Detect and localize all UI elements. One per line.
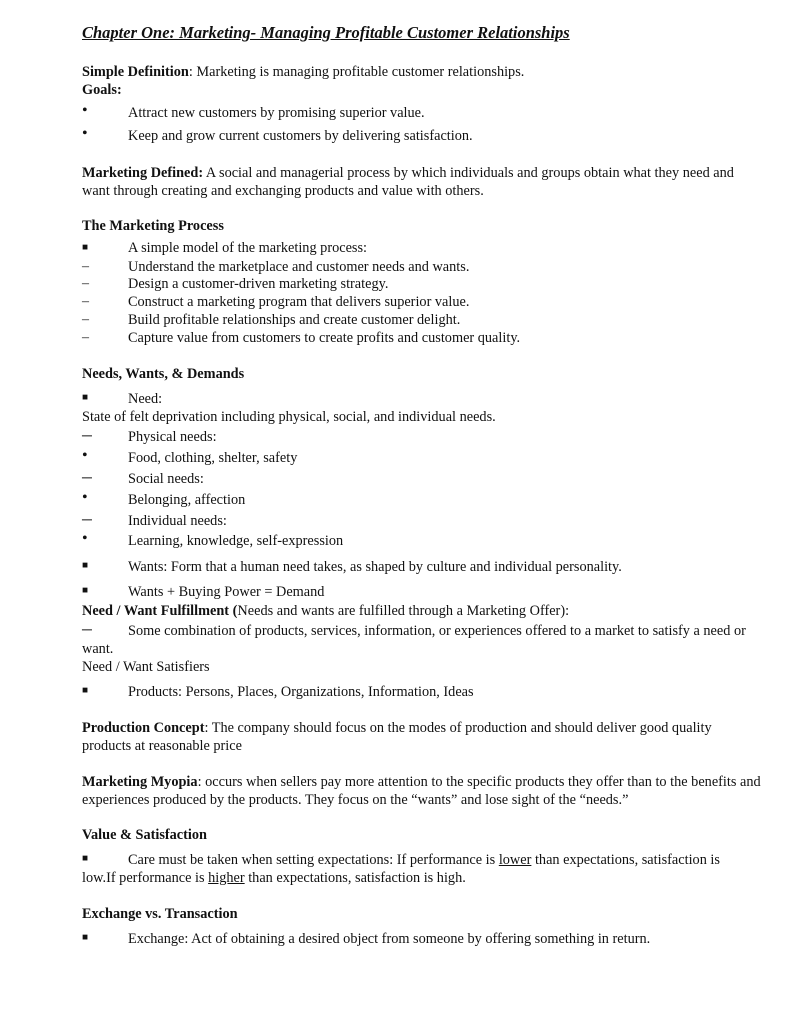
fulfillment-label: Need / Want Fulfillment ( — [82, 603, 238, 619]
physical-needs: Physical needs: — [128, 429, 217, 445]
bullet-dash-icon: – — [82, 294, 89, 309]
bullet-dash-icon: – — [82, 276, 89, 291]
section-heading-value: Value & Satisfaction — [82, 827, 207, 843]
marketing-offer: Some combination of products, services, information, or experiences offered to a market to satisfy a need or want. — [82, 623, 746, 657]
bullet-dash-icon: – — [82, 312, 89, 327]
simple-definition — [82, 63, 524, 81]
process-step: Design a customer-driven marketing strategy. — [128, 276, 389, 292]
process-intro: A simple model of the marketing process: — [128, 240, 368, 256]
marketing-defined — [82, 164, 752, 200]
bullet-dot-icon: • — [82, 447, 88, 464]
bullet-long-dash-icon: ─ — [82, 513, 92, 528]
section-heading-exchange: Exchange vs. Transaction — [82, 906, 238, 922]
physical-needs-examples: Food, clothing, shelter, safety — [128, 450, 298, 466]
bullet-square-icon: ■ — [82, 853, 89, 864]
section-heading-process: The Marketing Process — [82, 218, 224, 234]
bullet-square-icon: ■ — [82, 392, 89, 403]
bullet-dot-icon: • — [82, 102, 88, 119]
process-step: Capture value from customers to create profits and customer quality. — [128, 330, 521, 346]
bullet-long-dash-icon: ─ — [82, 429, 92, 444]
bullet-dash-icon: – — [82, 259, 89, 274]
simple-definition-label: Simple Definition — [82, 64, 189, 80]
products-list: Products: Persons, Places, Organizations, Information, Ideas — [128, 684, 474, 700]
bullet-square-icon: ■ — [82, 932, 89, 943]
process-step: Build profitable relationships and create customer delight. — [128, 312, 461, 328]
goal-item: Keep and grow current customers by delivering satisfaction. — [128, 128, 473, 144]
value-satisfaction-text — [82, 851, 752, 887]
process-step: Understand the marketplace and customer needs and wants. — [128, 259, 470, 275]
marketing-defined-label: Marketing Defined: — [82, 165, 204, 181]
production-concept — [82, 719, 752, 755]
value-text-1: Care must be taken when setting expectations: If performance is — [128, 852, 499, 868]
bullet-square-icon: ■ — [82, 585, 89, 596]
marketing-myopia-label: Marketing Myopia — [82, 774, 198, 790]
process-step: Construct a marketing program that delivers superior value. — [128, 294, 470, 310]
need-want-satisfiers: Need / Want Satisfiers — [82, 659, 210, 675]
wants-definition: Wants: Form that a human need takes, as shaped by culture and individual personality. — [128, 559, 622, 575]
bullet-square-icon: ■ — [82, 242, 89, 253]
value-text-3: than expectations, satisfaction is high. — [244, 870, 466, 886]
bullet-dot-icon: • — [82, 530, 88, 547]
marketing-myopia — [82, 773, 762, 809]
exchange-definition: Exchange: Act of obtaining a desired object from someone by offering something in return. — [128, 931, 651, 947]
bullet-dot-icon: • — [82, 125, 88, 142]
value-underline-lower: lower — [498, 852, 532, 868]
production-concept-text: : The company should focus on the modes of production and should deliver good quality products at reasonable price — [82, 720, 712, 754]
marketing-myopia-text: : occurs when sellers pay more attention to the specific products they offer than to the benefits and experiences produced by the products. They focus on the “wants” and lose sight of the “needs.” — [82, 774, 761, 808]
bullet-square-icon: ■ — [82, 685, 89, 696]
value-text-2: than expectations, satisfaction is low.If performance is — [82, 852, 720, 886]
goal-item: Attract new customers by promising superior value. — [128, 105, 425, 121]
need-definition: State of felt deprivation including physical, social, and individual needs. — [82, 409, 496, 425]
social-needs: Social needs: — [128, 471, 204, 487]
demand-formula: Wants + Buying Power = Demand — [128, 584, 325, 600]
individual-needs: Individual needs: — [128, 513, 227, 529]
marketing-defined-text: A social and managerial process by which individuals and groups obtain what they need and want through creating and exchanging products and value with others. — [82, 165, 734, 199]
need-label: Need: — [128, 391, 163, 407]
individual-needs-examples: Learning, knowledge, self-expression — [128, 533, 344, 549]
bullet-long-dash-icon: ─ — [82, 623, 92, 638]
social-needs-examples: Belonging, affection — [128, 492, 246, 508]
chapter-title: Chapter One: Marketing- Managing Profitable Customer Relationships — [82, 23, 570, 42]
bullet-long-dash-icon: ─ — [82, 471, 92, 486]
goals-label: Goals: — [82, 82, 122, 98]
simple-definition-text: : Marketing is managing profitable customer relationships. — [188, 64, 525, 80]
value-underline-higher: higher — [208, 870, 245, 886]
bullet-dot-icon: • — [82, 489, 88, 506]
section-heading-needs: Needs, Wants, & Demands — [82, 366, 245, 382]
bullet-square-icon: ■ — [82, 560, 89, 571]
production-concept-label: Production Concept — [82, 720, 205, 736]
fulfillment-text: Needs and wants are fulfilled through a Marketing Offer): — [237, 603, 570, 619]
bullet-dash-icon: – — [82, 330, 89, 345]
fulfillment — [82, 602, 569, 620]
